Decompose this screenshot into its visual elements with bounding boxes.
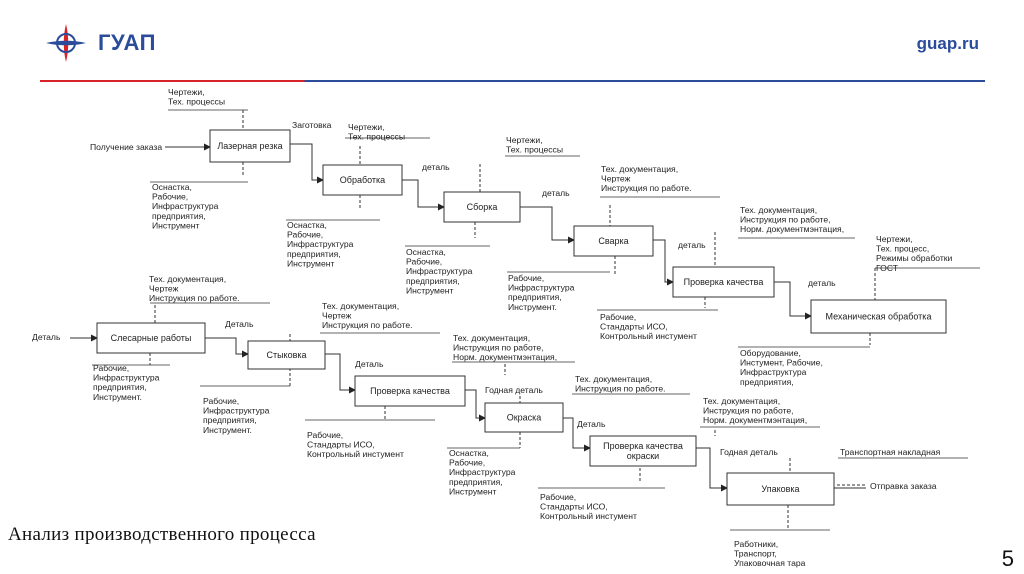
annotation-line: Инструкция по работе. bbox=[601, 183, 692, 194]
annotation-line: Чертеж bbox=[601, 173, 631, 184]
annotation-line: Тех. процессы bbox=[506, 144, 564, 155]
process-box-stykovka bbox=[248, 341, 325, 369]
annotation-m-pk2 bbox=[307, 430, 404, 459]
annotation-c-laser bbox=[168, 87, 225, 107]
annotation-line: Рабочие, bbox=[203, 396, 240, 406]
annotation-line: Оснастка, bbox=[406, 247, 446, 257]
process-box-okraska bbox=[485, 403, 563, 432]
annotation-line: Рабочие, bbox=[93, 363, 130, 373]
annotation-line: Рабочие, bbox=[508, 273, 545, 283]
annotation-line: Тех. документация, bbox=[322, 301, 400, 311]
annotation-c-pk3 bbox=[703, 396, 807, 425]
annotation-line: Оснастка, bbox=[449, 448, 489, 458]
annotation-line: Инструкция по работе, bbox=[740, 214, 831, 225]
annotation-line: предприятия, bbox=[740, 376, 794, 387]
annotation-i-slesar bbox=[32, 332, 61, 342]
annotation-line: деталь bbox=[808, 278, 836, 288]
process-box-obrabotka bbox=[323, 165, 402, 195]
annotation-line: Инструкция по работе. bbox=[575, 383, 666, 394]
box-label: Проверка качества bbox=[683, 277, 764, 287]
annotation-o-pk2 bbox=[485, 385, 543, 395]
annotation-line: предприятия, bbox=[508, 292, 562, 303]
annotation-line: Деталь bbox=[32, 332, 61, 342]
annotation-line: Инфраструктура bbox=[93, 372, 160, 383]
annotation-line: Чертеж bbox=[149, 283, 179, 294]
annotation-o-slesar bbox=[225, 319, 254, 329]
annotation-m-mech bbox=[740, 348, 823, 387]
annotation-line: Рабочие, bbox=[287, 229, 324, 240]
annotation-line: Норм. документмэнтация, bbox=[453, 352, 558, 363]
annotation-line: Инструмент. bbox=[93, 391, 142, 402]
annotation-line: Оборудование, bbox=[740, 348, 801, 358]
process-box-sborka bbox=[444, 192, 520, 222]
annotation-c-okr bbox=[575, 374, 666, 394]
annotation-line: Инфраструктура bbox=[406, 266, 473, 277]
annotation-c-styk bbox=[322, 301, 413, 330]
annotation-m-svarka bbox=[508, 273, 575, 312]
annotation-line: предприятия, bbox=[152, 210, 206, 221]
annotation-line: Тех. документация, bbox=[703, 396, 781, 406]
annotation-line: Рабочие, bbox=[600, 312, 637, 322]
annotation-line: Инструмент. bbox=[508, 301, 557, 312]
annotation-m-slesar bbox=[93, 363, 160, 402]
annotation-m-upak bbox=[734, 539, 806, 568]
annotation-line: Инструмент bbox=[449, 486, 497, 497]
annotation-line: Инструкция по работе, bbox=[703, 405, 794, 416]
annotation-line: деталь bbox=[542, 188, 570, 198]
annotation-line: предприятия, bbox=[406, 275, 460, 286]
annotation-line: деталь bbox=[422, 162, 450, 172]
annotation-line: Инфраструктура bbox=[203, 405, 270, 416]
annotation-line: Инструмент. bbox=[203, 424, 252, 435]
box-label: Сборка bbox=[466, 202, 498, 212]
annotation-line: Стандарты ИСО, bbox=[540, 501, 608, 512]
annotation-line: Упаковочная тара bbox=[734, 558, 806, 569]
annotation-line: Тех. документация, bbox=[453, 333, 531, 343]
annotation-line: Инструмент bbox=[287, 258, 335, 269]
annotation-line: Деталь bbox=[225, 319, 254, 329]
annotation-line: деталь bbox=[678, 240, 706, 250]
annotation-line: Тех. документация, bbox=[740, 205, 818, 215]
annotation-line: Получение заказа bbox=[90, 142, 163, 152]
annotation-line: Контрольный инстумент bbox=[600, 331, 697, 342]
box-label: Сварка bbox=[598, 236, 629, 246]
box-label: Слесарные работы bbox=[110, 333, 192, 343]
site-link[interactable]: guap.ru bbox=[916, 34, 979, 53]
annotation-line: Инструмент bbox=[152, 220, 200, 231]
annotation-o-laser bbox=[292, 120, 332, 130]
annotation-line: Рабочие, bbox=[540, 492, 577, 502]
annotation-line: Инструкция по работе. bbox=[322, 320, 413, 331]
annotation-line: Чертежи, bbox=[876, 234, 913, 244]
annotation-line: Стандарты ИСО, bbox=[600, 321, 668, 332]
annotation-line: Контрольный инстумент bbox=[307, 449, 404, 460]
annotation-line: Чертежи, bbox=[348, 122, 385, 132]
annotation-line: предприятия, bbox=[93, 382, 147, 393]
box-label: Лазерная резка bbox=[217, 141, 283, 151]
annotation-line: предприятия, bbox=[287, 248, 341, 259]
annotation-c-pk2 bbox=[453, 333, 557, 362]
annotation-line: Контрольный инстумент bbox=[540, 511, 637, 522]
annotation-o-pk1 bbox=[808, 278, 836, 288]
annotation-line: Стандарты ИСО, bbox=[307, 439, 375, 450]
annotation-m-sborka bbox=[406, 247, 473, 295]
annotation-m-pk3 bbox=[540, 492, 637, 521]
annotation-m-obr bbox=[287, 220, 354, 268]
annotation-line: Оснастка, bbox=[287, 220, 327, 230]
box-label: Проверка качества bbox=[370, 386, 450, 396]
process-box-slesar bbox=[97, 323, 205, 353]
annotation-line: Инфраструктура bbox=[449, 467, 516, 478]
annotation-line: Оснастка, bbox=[152, 182, 192, 192]
annotation-c-mech bbox=[876, 234, 953, 273]
annotation-line: Режимы обработки bbox=[876, 253, 953, 264]
annotation-line: Тех. документация, bbox=[149, 274, 227, 284]
annotation-o-upak bbox=[870, 481, 937, 491]
annotation-line: Норм. документмэнтация, bbox=[703, 415, 808, 426]
annotation-line: Рабочие, bbox=[307, 430, 344, 440]
annotation-o-obr bbox=[422, 162, 450, 172]
annotation-o-styk bbox=[355, 359, 384, 369]
annotation-c-svarka bbox=[601, 164, 692, 193]
annotation-c-sborka bbox=[506, 135, 563, 155]
annotation-line: Годная деталь bbox=[720, 447, 778, 457]
annotation-line: Инфраструктура bbox=[508, 282, 575, 293]
annotation-line: Тех. документация, bbox=[601, 164, 679, 174]
annotation-line: Инструмент bbox=[406, 285, 454, 296]
annotation-line: Инфраструктура bbox=[287, 239, 354, 250]
annotation-c-slesar bbox=[149, 274, 240, 303]
annotation-line: Инфраструктура bbox=[740, 367, 807, 378]
annotation-c-upak bbox=[840, 447, 941, 457]
slide-title: Анализ производственного процесса bbox=[8, 524, 316, 545]
annotation-line: Чертежи, bbox=[168, 87, 205, 97]
box-label: Окраска bbox=[506, 412, 542, 423]
annotation-line: Транспортная накладная bbox=[840, 447, 941, 457]
annotation-line: предприятия, bbox=[203, 415, 257, 426]
annotation-line: ГОСТ bbox=[876, 262, 899, 273]
process-box-mech bbox=[811, 300, 946, 333]
annotation-o-pk3 bbox=[720, 447, 778, 457]
annotation-m-pk1 bbox=[600, 312, 697, 341]
process-box-upakovka bbox=[727, 473, 834, 505]
page-number: 5 bbox=[1001, 546, 1014, 571]
annotation-o-svarka bbox=[678, 240, 706, 250]
annotation-line: Инструкция по работе, bbox=[453, 342, 544, 353]
annotation-line: Деталь bbox=[577, 419, 606, 429]
annotation-line: Деталь bbox=[355, 359, 384, 369]
box-label: окраски bbox=[626, 451, 660, 461]
process-box-laser bbox=[210, 130, 290, 162]
annotation-line: Рабочие, bbox=[449, 457, 486, 468]
annotation-line: Тех. процессы bbox=[168, 96, 226, 107]
process-box-pk3 bbox=[590, 436, 696, 466]
annotation-line: Тех. документация, bbox=[575, 374, 653, 384]
annotation-line: Годная деталь bbox=[485, 385, 543, 395]
annotation-m-laser bbox=[152, 182, 219, 230]
annotation-m-styk bbox=[203, 396, 270, 435]
annotation-line: Чертежи, bbox=[506, 135, 543, 145]
annotation-line: Транспорт, bbox=[734, 548, 777, 559]
annotation-line: Работники, bbox=[734, 539, 779, 549]
box-label: Механическая обработка bbox=[825, 311, 932, 322]
annotation-m-okr bbox=[449, 448, 516, 496]
annotation-line: Рабочие, bbox=[152, 191, 189, 202]
annotation-line: Норм. документмэнтация, bbox=[740, 224, 845, 235]
annotation-line: Чертеж bbox=[322, 310, 352, 321]
process-box-pk2 bbox=[355, 376, 465, 406]
box-label: Упаковка bbox=[761, 484, 800, 494]
annotation-line: Тех. процесс, bbox=[876, 243, 930, 254]
annotation-line: Инструкция по работе. bbox=[149, 293, 240, 304]
process-box-svarka bbox=[574, 226, 653, 256]
annotation-line: предприятия, bbox=[449, 476, 503, 487]
annotation-line: Инстумент, Рабочие, bbox=[740, 357, 823, 368]
box-label: Стыковка bbox=[266, 350, 307, 360]
annotation-o-okr bbox=[577, 419, 606, 429]
annotation-line: Тех. процессы bbox=[348, 131, 406, 142]
annotation-c-pk1 bbox=[740, 205, 844, 234]
annotation-line: Отправка заказа bbox=[870, 481, 937, 491]
annotation-line: Рабочие, bbox=[406, 256, 443, 267]
annotation-line: Заготовка bbox=[292, 120, 332, 130]
box-label: Обработка bbox=[339, 175, 386, 185]
annotation-c-obr bbox=[348, 122, 405, 142]
annotation-i-laser bbox=[90, 142, 162, 152]
process-box-pk1 bbox=[673, 267, 774, 297]
box-label: Проверка качества bbox=[603, 441, 683, 451]
annotation-o-sborka bbox=[542, 188, 570, 198]
logo-text: ГУАП bbox=[98, 30, 156, 55]
annotation-line: Инфраструктура bbox=[152, 201, 219, 212]
